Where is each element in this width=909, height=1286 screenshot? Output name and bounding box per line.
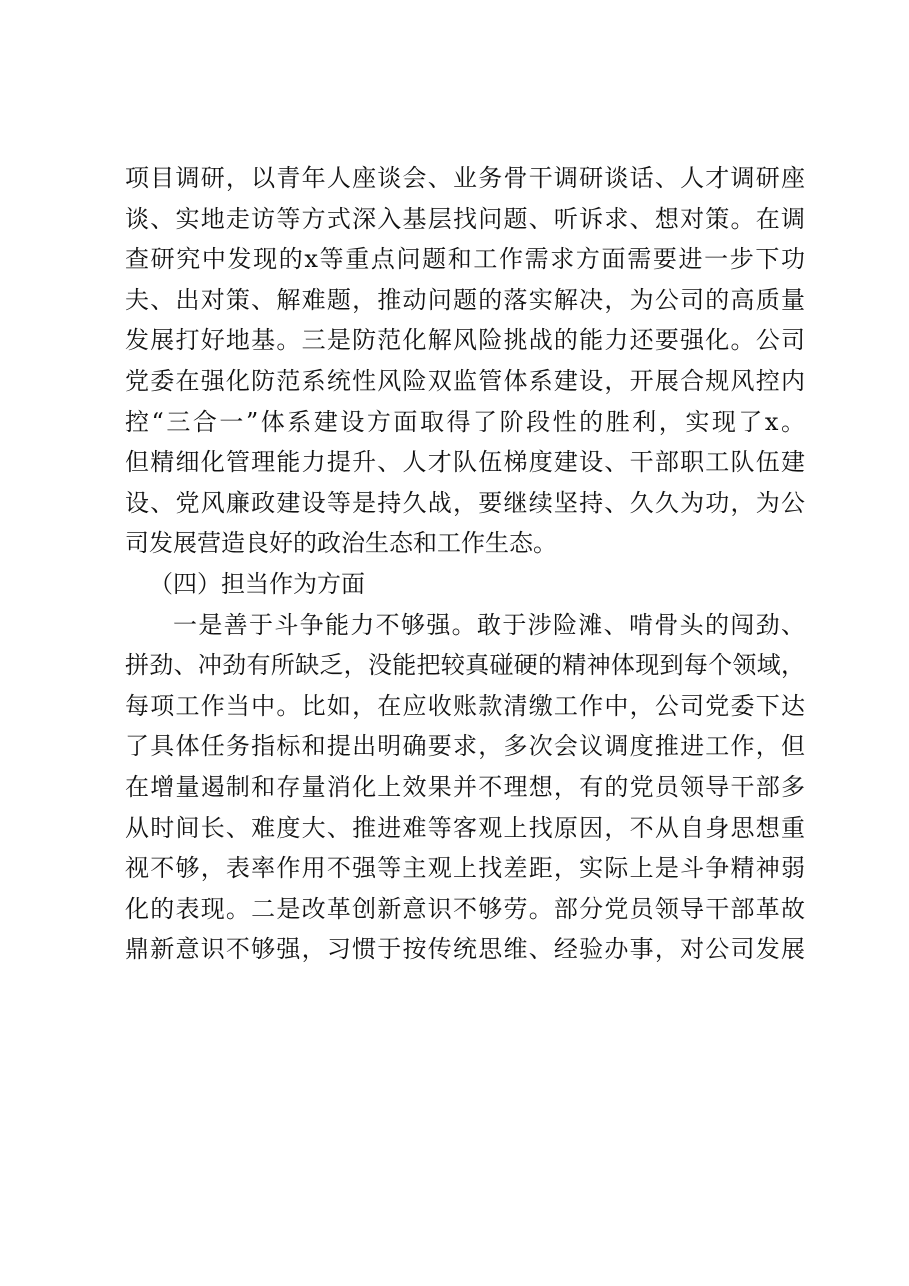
text-line: 司发展营造良好的政治生态和工作生态。 — [125, 529, 557, 558]
text-line: 每项工作当中。比如，在应收账款清缴工作中，公司党委下达 — [125, 691, 805, 720]
text-line: 谈、实地走访等方式深入基层找问题、听诉求、想对策。在调 — [125, 204, 805, 233]
text-line: 视不够，表率作用不强等主观上找差距，实际上是斗争精神弱 — [125, 854, 805, 883]
text-line: 鼎新意识不够强，习惯于按传统思维、经验办事，对公司发展 — [125, 935, 805, 964]
text-line: 化的表现。二是改革创新意识不够劳。部分党员领导干部革故 — [125, 894, 805, 923]
text-line: 发展打好地基。三是防范化解风险挑战的能力还要强化。公司 — [125, 326, 805, 355]
paragraph-2 — [125, 605, 805, 970]
text-line: 党委在强化防范系统性风险双监管体系建设，开展合规风控内 — [125, 366, 805, 395]
text-line: 了具体任务指标和提出明确要求，多次会议调度推进工作，但 — [125, 732, 805, 761]
text-line: 从时间长、难度大、推进难等客观上找原因，不从自身思想重 — [125, 813, 805, 842]
text-line: 夫、出对策、解难题，推动问题的落实解决，为公司的高质量 — [125, 285, 805, 314]
text-line: 设、党风廉政建设等是持久战，要继续坚持、久久为功，为公 — [125, 488, 805, 517]
text-line: 在增量遏制和存量消化上效果并不理想，有的党员领导干部多 — [125, 772, 805, 801]
text-line: 查研究中发现的x等重点问题和工作需求方面需要进一步下功 — [125, 245, 805, 274]
text-line: 拼劲、冲劲有所缺乏，没能把较真碰硬的精神体现到每个领域， — [125, 651, 805, 680]
section-heading: （四）担当作为方面 — [149, 569, 365, 598]
paragraph-1 — [125, 158, 805, 564]
text-line: 项目调研，以青年人座谈会、业务骨干调研谈话、人才调研座 — [125, 164, 805, 192]
text-line: 控“三合一”体系建设方面取得了阶段性的胜利，实现了x。 — [125, 407, 805, 436]
text-line: 但精细化管理能力提升、人才队伍梯度建设、干部职工队伍建 — [125, 448, 805, 477]
text-line: 一是善于斗争能力不够强。敢于涉险滩、啃骨头的闯劲、 — [173, 610, 805, 639]
document-body — [125, 158, 805, 970]
